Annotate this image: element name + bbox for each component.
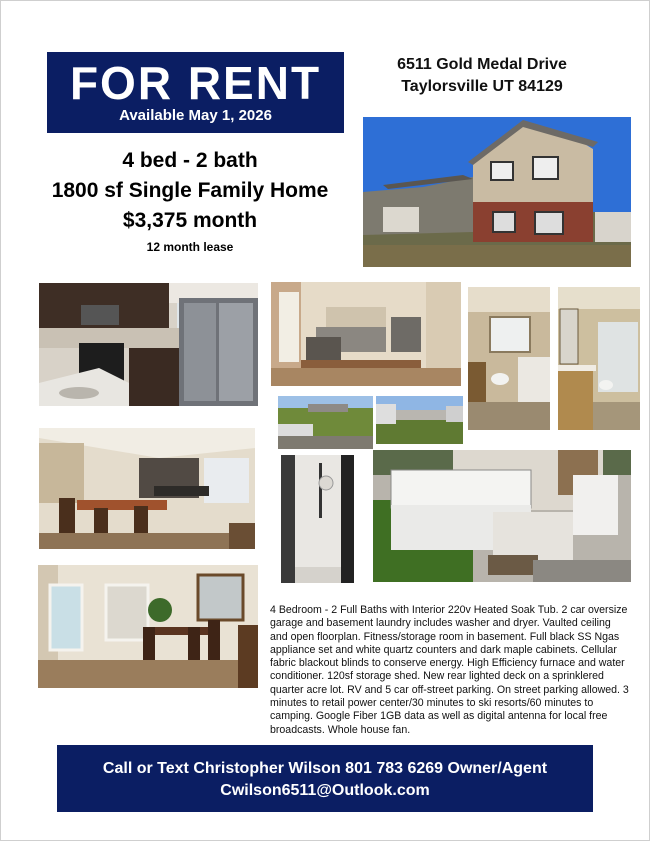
shower-photo <box>281 455 354 583</box>
bathroom-tub-photo-image <box>468 287 550 430</box>
contact-line: Call or Text Christopher Wilson 801 783 6269 Owner/Agent <box>102 760 548 777</box>
backyard-lot-photo-image <box>376 396 463 444</box>
contact-banner <box>57 745 593 812</box>
bathroom-vanity-photo-image <box>558 287 640 430</box>
rear-deck-photo-image <box>373 450 631 582</box>
rent-price: $3,375 month <box>122 209 258 232</box>
backyard-photo-image <box>278 396 373 449</box>
living-room-photo-image <box>271 282 461 386</box>
for-rent-title: FOR RENT <box>69 57 322 109</box>
availability-date: Available May 1, 2026 <box>119 107 272 124</box>
shower-photo-image <box>281 455 354 583</box>
kitchen-photo <box>39 283 258 406</box>
rear-deck-photo <box>373 450 631 582</box>
contact-email[interactable]: Cwilson6511@Outlook.com <box>220 782 430 799</box>
backyard-lot-photo <box>376 396 463 444</box>
beds-baths: 4 bed - 2 bath <box>122 149 258 172</box>
dining-room-photo <box>38 565 258 688</box>
dining-open-floorplan-photo-image <box>39 428 255 549</box>
address-city: Taylorsville UT 84129 <box>401 78 563 95</box>
lease-term: 12 month lease <box>146 240 234 254</box>
dining-room-photo-image <box>38 565 258 688</box>
backyard-photo <box>278 396 373 449</box>
exterior-photo <box>363 117 631 267</box>
address-street: 6511 Gold Medal Drive <box>397 56 567 73</box>
living-room-photo <box>271 282 461 386</box>
dining-open-floorplan-photo <box>39 428 255 549</box>
bathroom-tub-photo <box>468 287 550 430</box>
size-type: 1800 sf Single Family Home <box>51 179 329 202</box>
property-description: 4 Bedroom - 2 Full Baths with Interior 220v Heated Soak Tub. 2 car oversize garage and basement laundry includes washer and dryer. Vaulted ceiling and open floorplan. Fitness/storage room in basement. Full black SS Ngas appliance set and white quartz counters and dark maple cabinets. Cellular fabric blackout blinds to conserve energy. High Efficiency furnace and water conditioner. 120sf storage shed. New rear lighted deck on a sprinklered quarter acre lot. RV and 5 car off-street parking. On street parking allowed. 3 minutes to retail power center/30 minutes to ski resorts/60 minutes to camping. Google Fiber 1GB data as well as digital antenna for local free broadcasts. Whole house fan. <box>270 604 629 736</box>
property-specs <box>30 146 350 256</box>
kitchen-photo-image <box>39 283 258 406</box>
exterior-photo-image <box>363 117 631 267</box>
property-address <box>362 54 602 98</box>
for-rent-banner <box>47 52 344 133</box>
bathroom-vanity-photo <box>558 287 640 430</box>
